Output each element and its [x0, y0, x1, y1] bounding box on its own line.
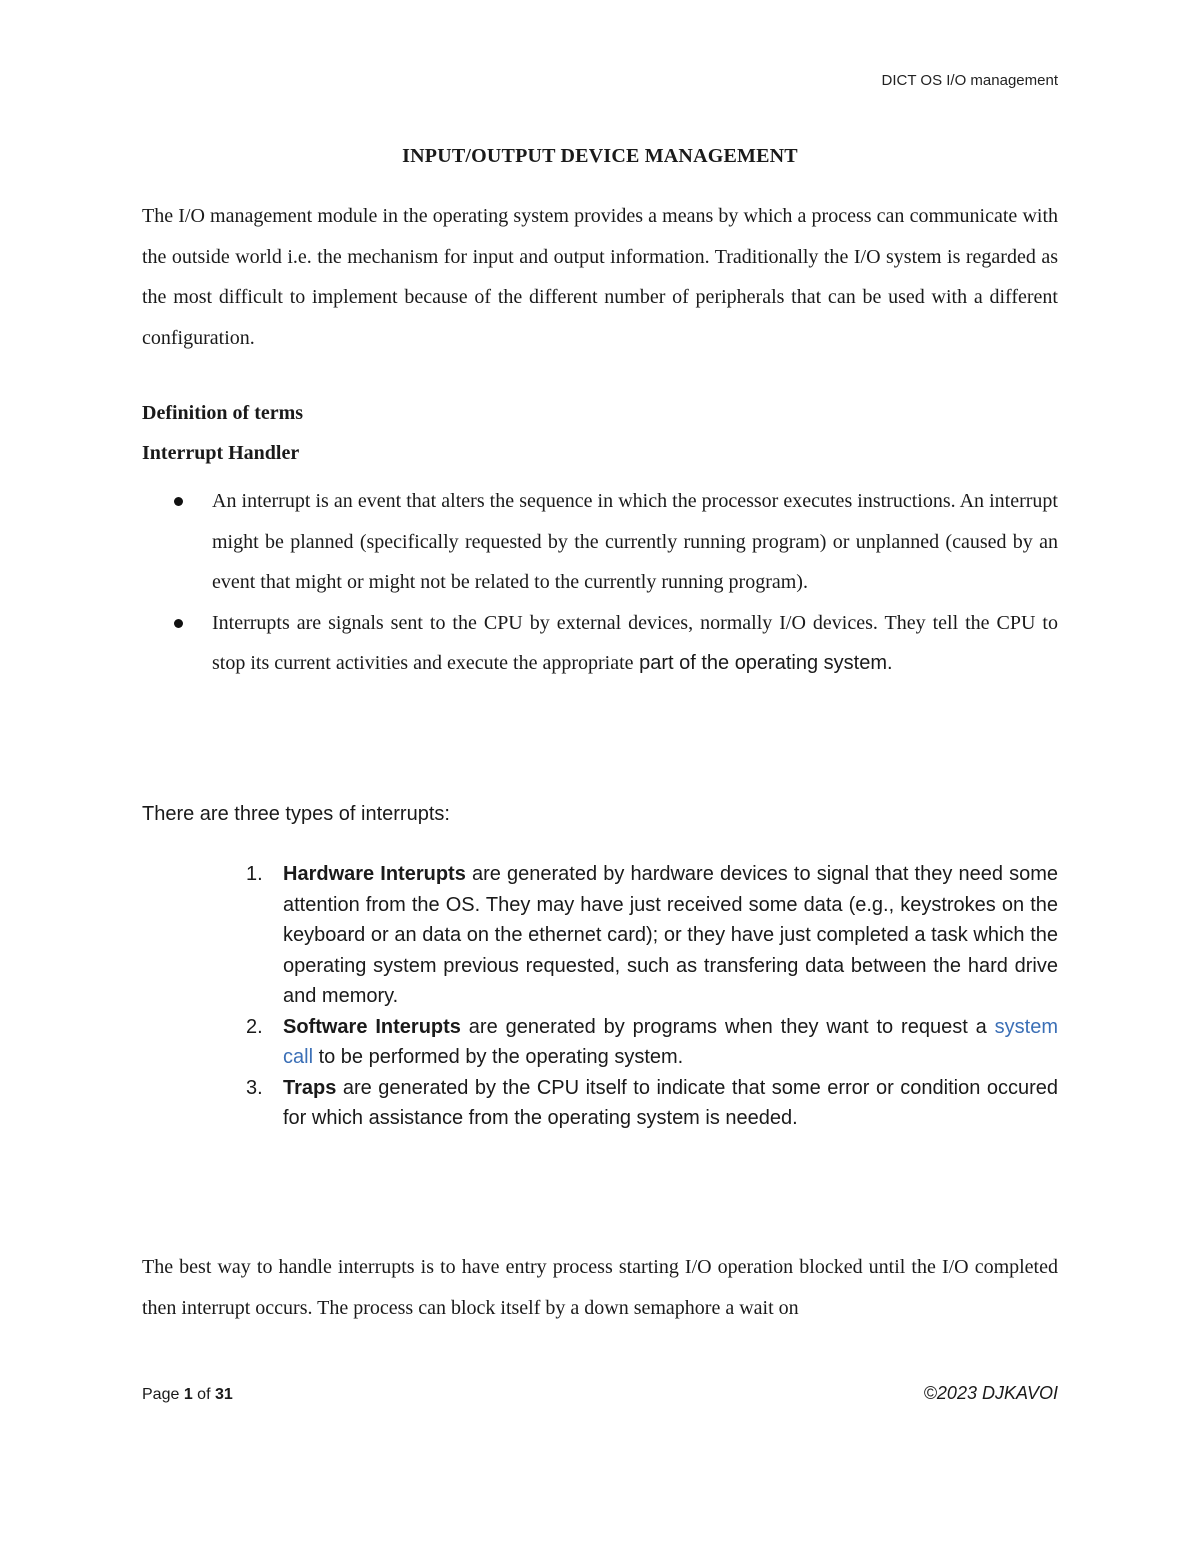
- term: Software Interupts: [283, 1015, 461, 1038]
- copyright-notice: ©2023 DJKAVOI: [923, 1383, 1058, 1403]
- system-call-link[interactable]: system call: [283, 1015, 1059, 1068]
- definitions-heading: Definition of terms: [142, 402, 304, 424]
- list-item: [142, 1073, 1058, 1134]
- bullet-icon: [174, 619, 183, 628]
- bullet-text: An interrupt is an event that alters the sequence in which the processor executes instructions. An interrupt might be planned (specifically requested by the currently running program) or unplanned (caused by an event that might or might not be related to the currently running program).: [212, 490, 1058, 593]
- bullet-icon: [174, 497, 183, 506]
- interrupt-bullet-list: [142, 481, 1058, 684]
- intro-paragraph: The I/O management module in the operating system provides a means by which a process can communicate with the outside world i.e. the mechanism for input and output information. Traditionally the I/O system is regarded as the most difficult to implement because of the different number of peripherals that can be used with a different configuration.: [142, 205, 1058, 349]
- term-description: are generated by hardware devices to signal that they need some attention from the OS. They may have just received some data (e.g., keystrokes on the keyboard or an data on the ethernet card); or they have just completed a task which the operating system previous requested, such as transfering data between the hard drive and memory.: [283, 863, 1059, 1007]
- term: Traps: [283, 1076, 337, 1099]
- term-description-end: to be performed by the operating system.: [313, 1046, 684, 1068]
- running-header: DICT OS I/O management: [881, 72, 1058, 89]
- page-current: 1: [183, 1386, 193, 1403]
- bullet-text: Interrupts are signals sent to the CPU by external devices, normally I/O devices. They tell the CPU to stop its current activities and execute the appropriate: [212, 611, 1058, 674]
- bullet-text-tail: part of the operating system.: [633, 652, 893, 674]
- interrupt-handler-heading: Interrupt Handler: [142, 442, 300, 464]
- types-intro: There are three types of interrupts:: [142, 803, 450, 825]
- page-total: 31: [214, 1386, 233, 1403]
- page-number: [142, 1386, 233, 1404]
- list-item: [142, 859, 1058, 1012]
- term-description: are generated by programs when they want to request a: [460, 1015, 995, 1038]
- list-number: 1.: [246, 863, 263, 885]
- interrupt-types-list: [142, 859, 1058, 1134]
- page-label: Page: [142, 1386, 184, 1403]
- list-number: 3.: [246, 1076, 263, 1099]
- list-item: [142, 1012, 1058, 1073]
- term-description: are generated by the CPU itself to indicate that some error or condition occured for which assistance from the operating system is needed.: [283, 1076, 1058, 1129]
- list-number: 2.: [246, 1015, 263, 1038]
- bullet-item: [142, 481, 1058, 603]
- page-of: of: [192, 1386, 215, 1403]
- bullet-item: [142, 603, 1058, 684]
- term: Hardware Interupts: [283, 863, 466, 885]
- closing-paragraph: The best way to handle interrupts is to have entry process starting I/O operation blocked until the I/O completed then interrupt occurs. The process can block itself by a down semaphore a wait on: [142, 1256, 1058, 1319]
- page-title: INPUT/OUTPUT DEVICE MANAGEMENT: [402, 145, 798, 167]
